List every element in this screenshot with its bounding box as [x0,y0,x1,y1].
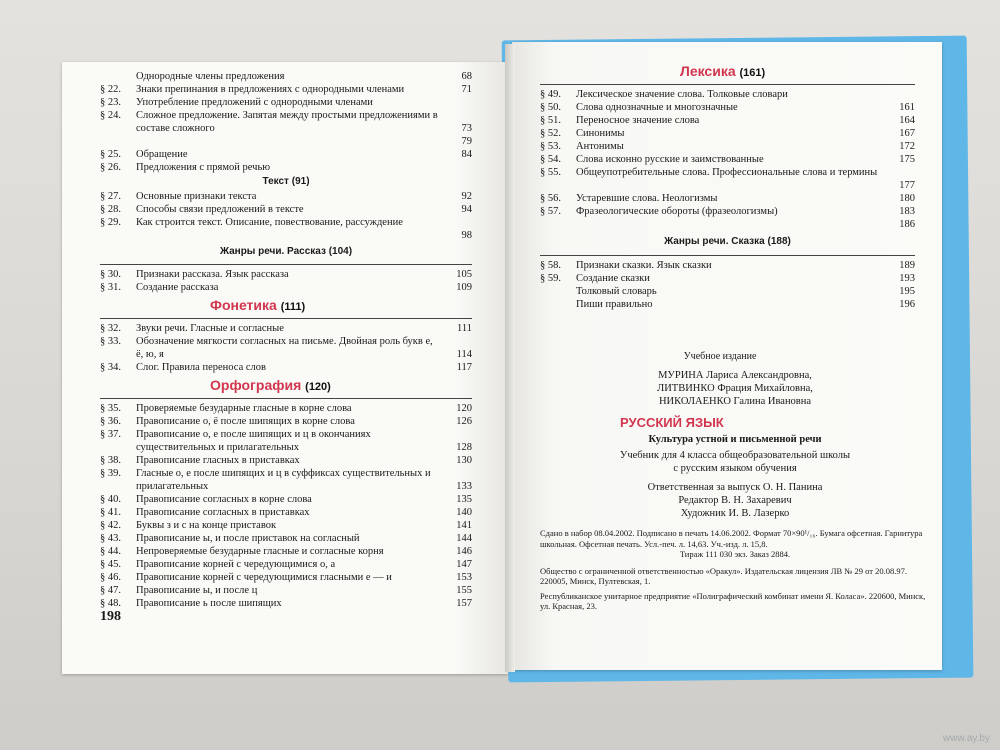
book-desc-2: с русским языком обучения [673,463,797,474]
section-title: Слог. Правила переноса слов [136,362,266,373]
section-title: Переносное значение слова [576,115,700,126]
toc-row [540,153,915,166]
toc-row [100,96,472,109]
page-ref: 94 [461,204,472,215]
toc-row [100,135,472,148]
section-number: § 25. [100,149,121,160]
section-title: Звуки речи. Гласные и согласные [136,323,284,334]
section-title: Знаки препинания в предложениях с однородными членами [136,84,405,95]
toc-row [100,109,472,135]
section-number: § 55. [540,167,561,178]
section-title: Правописание о, е после шипящих и ц в окончаниях существительных и прилагательных [136,429,371,453]
section-number: § 28. [100,204,121,215]
section-number: § 29. [100,217,121,228]
section-number: § 43. [100,533,121,544]
section-number: § 38. [100,455,121,466]
toc-row [100,506,472,519]
printer-info: Республиканское унитарное предприятие «Полиграфический комбинат имени Я. Коласа». 220600, Минск, ул. Красная, 23. [540,590,926,611]
book-desc-1: Учебник для 4 класса общеобразовательной школы [619,450,851,461]
section-title: Толковый словарь [576,286,657,297]
toc-row [100,216,472,242]
page-number: 198 [100,609,121,624]
section-number: § 35. [100,403,121,414]
author-3: НИКОЛАЕНКО Галина Ивановна [658,396,812,407]
section-title: Синонимы [576,128,625,139]
section-number: § 33. [100,336,121,347]
section-title: Признаки рассказа. Язык рассказа [136,269,289,280]
author-2: ЛИТВИНКО Фрация Михайловна, [657,383,813,394]
section-title: Правописание ь после шипящих [136,598,282,609]
page-ref: 164 [899,115,915,126]
section-title: Проверяемые безударные гласные в корне слова [136,403,352,414]
section-number: § 41. [100,507,121,518]
page-ref: 68 [461,71,472,82]
section-title: Создание сказки [576,273,650,284]
section-title: Слова однозначные и многозначные [576,102,738,113]
toc-row [540,272,915,285]
page-ref: 161 [899,102,915,113]
section-title: Устаревшие слова. Неологизмы [576,193,718,204]
toc-row [540,205,915,218]
toc-row [100,428,472,454]
section-title: Употребление предложений с однородными членами [136,97,373,108]
toc-row [540,140,915,153]
divider [100,398,472,399]
divider [540,84,915,85]
section-title: Гласные о, е после шипящих и ц в суффиксах существительных и прилагательных [136,468,431,492]
section-title: Обращение [136,149,188,160]
page-ref: 155 [456,585,472,596]
toc-row [540,259,915,272]
page-ref: 146 [456,546,472,557]
section-title: Правописание корней с чередующимися о, а [136,559,336,570]
book-title: РУССКИЙ ЯЗЫК [620,415,724,430]
toc-row [100,584,472,597]
page-ref: 172 [899,141,915,152]
section-number: § 42. [100,520,121,531]
author-1: МУРИНА Лариса Александровна, [658,370,812,381]
section-number: § 53. [540,141,561,152]
section-title: Правописание согласных в корне слова [136,494,312,505]
toc-row [100,268,472,281]
toc-row [100,454,472,467]
section-number: § 34. [100,362,121,373]
publisher-info: Общество с ограниченной ответственностью «Оракул». Издательская лицензия ЛВ № 29 от 20.08.97. 220005, Минск, Пултевская, 1. [540,565,907,586]
right-toc [540,60,915,311]
section-title: Правописание гласных в приставках [136,455,300,466]
section-number: § 49. [540,89,561,100]
section-text-header: Текст (91) [262,176,310,187]
section-number: § 32. [100,323,121,334]
page-ref: 109 [456,282,472,293]
section-title: Лексическое значение слова. Толковые словари [576,89,788,100]
page-ref: 133 [456,481,472,492]
edition-label: Учебное издание [683,351,757,362]
page-ref: 193 [899,273,915,284]
divider [540,255,915,256]
section-number: § 45. [100,559,121,570]
section-number: § 58. [540,260,561,271]
section-title: Основные признаки текста [136,191,257,202]
page-ref: 153 [456,572,472,583]
toc-row [540,101,915,114]
toc-row [100,83,472,96]
section-title: Пиши правильно [576,299,653,310]
section-number: § 52. [540,128,561,139]
toc-row [100,519,472,532]
toc-row [100,70,472,83]
section-number: § 24. [100,110,121,121]
toc-row [100,415,472,428]
section-number: § 23. [100,97,121,108]
page-ref: 195 [899,286,915,297]
toc-row [100,322,472,335]
section-number: § 51. [540,115,561,126]
section-title: Буквы з и с на конце приставок [136,520,277,531]
page-ref: 141 [456,520,472,531]
page-ref: 84 [461,149,472,160]
section-title: Антонимы [576,141,624,152]
toc-row [100,571,472,584]
page-ref: 167 [899,128,915,139]
section-title: Как строится текст. Описание, повествование, рассуждение [136,217,403,228]
toc-row [100,148,472,161]
page-ref: 105 [456,269,472,280]
toc-row [100,161,472,174]
left-toc [100,70,472,610]
page-ref: 130 [456,455,472,466]
section-number: § 47. [100,585,121,596]
toc-row [100,402,472,415]
section-number: § 57. [540,206,561,217]
print-run: Тираж 111 030 экз. Заказ 2884. [679,549,791,559]
section-number: § 59. [540,273,561,284]
section-title: Предложения с прямой речью [136,162,271,173]
section-title: Правописание корней с чередующимися гласными е — и [136,572,392,583]
section-number: § 37. [100,429,121,440]
editor: Редактор В. Н. Захаревич [678,495,792,506]
section-title: Создание рассказа [136,282,219,293]
section-number: § 46. [100,572,121,583]
section-title: Способы связи предложений в тексте [136,204,304,215]
page-ref: 92 [461,191,472,202]
section-title: Правописание ы, и после приставок на согласный [136,533,360,544]
section-number: § 22. [100,84,121,95]
section-phonetics-header: Фонетика (111) [210,297,306,313]
section-number: § 26. [100,162,121,173]
toc-row [100,190,472,203]
toc-row [100,335,472,361]
section-title: Однородные члены предложения [136,71,285,82]
page-ref: 175 [899,154,915,165]
section-number: § 30. [100,269,121,280]
toc-row [540,114,915,127]
book-subtitle: Культура устной и письменной речи [648,434,822,445]
page-ref: 111 [457,323,472,334]
section-title: Обозначение мягкости согласных на письме. Двойная роль букв е, ё, ю, я [136,336,433,360]
section-title: Правописание согласных в приставках [136,507,310,518]
page-ref: 128 [456,442,472,453]
page-ref: 157 [456,598,472,609]
page-ref: 140 [456,507,472,518]
toc-row [540,192,915,205]
page-ref: 177 [899,180,915,191]
section-title: Непроверяемые безударные гласные и согласные корня [136,546,384,557]
divider [100,318,472,319]
watermark: www.ay.by [942,733,990,744]
toc-row [100,545,472,558]
page-ref: 126 [456,416,472,427]
toc-row [540,285,915,298]
divider [100,264,472,265]
toc-row [540,298,915,311]
page-ref: 117 [456,362,472,373]
page-ref: 186 [899,219,915,230]
print-info: Сдано в набор 08.04.2002. Подписано в печать 14.06.2002. Формат 70×90¹/₁₆. Бумага офсетная. Гарнитура школьная. Офсетная печать. Усл.-печ. л. 14,63. Уч.-изд. л. 15,8. [540,528,923,549]
toc-row [100,558,472,571]
section-number: § 31. [100,282,121,293]
toc-row [540,127,915,140]
section-genres-header: Жанры речи. Рассказ (104) [219,246,353,257]
page-ref: 183 [899,206,915,217]
toc-row [100,467,472,493]
page-ref: 196 [899,299,915,310]
section-number: § 27. [100,191,121,202]
section-title: Правописание о, ё после шипящих в корне слова [136,416,355,427]
toc-row [100,532,472,545]
section-number: § 40. [100,494,121,505]
section-title: Признаки сказки. Язык сказки [576,260,712,271]
section-number: § 56. [540,193,561,204]
section-title: Общеупотребительные слова. Профессиональные слова и термины [576,167,878,178]
toc-row [100,361,472,374]
section-number: § 50. [540,102,561,113]
toc-row [100,281,472,294]
toc-row [540,88,915,101]
section-number: § 39. [100,468,121,479]
page-ref: 189 [899,260,915,271]
toc-row [100,203,472,216]
page-ref: 135 [456,494,472,505]
page-ref: 120 [456,403,472,414]
section-title: Фразеологические обороты (фразеологизмы) [576,206,778,217]
section-lexicon-header: Лексика (161) [680,63,766,79]
page-ref: 79 [461,136,472,147]
toc-row [540,218,915,231]
section-orthography-header: Орфография (120) [210,377,331,393]
toc-row [540,166,915,192]
toc-row [100,597,472,610]
responsible: Ответственная за выпуск О. Н. Панина [647,482,823,493]
page-ref: 71 [461,84,472,95]
page-ref: 98 [461,230,472,241]
section-number: § 36. [100,416,121,427]
artist: Художник И. В. Лазерко [680,508,790,519]
page-ref: 73 [461,123,472,134]
page-ref: 180 [899,193,915,204]
page-ref: 114 [456,349,472,360]
section-title: Слова исконно русские и заимствованные [576,154,764,165]
section-title: Правописание ы, и после ц [136,585,258,596]
section-number: § 48. [100,598,121,609]
page-ref: 144 [456,533,472,544]
section-title: Сложное предложение. Запятая между простыми предложениями в составе сложного [136,110,438,134]
toc-row [100,493,472,506]
section-fairy-header: Жанры речи. Сказка (188) [664,236,791,247]
section-number: § 54. [540,154,561,165]
page-ref: 147 [456,559,472,570]
imprint [540,350,930,612]
section-number: § 44. [100,546,121,557]
